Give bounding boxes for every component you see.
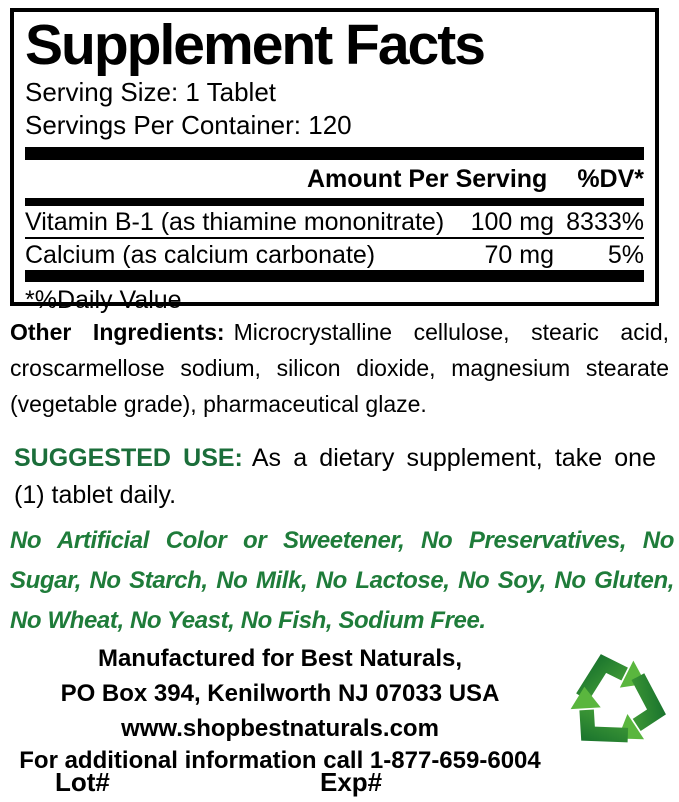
suggested-use-label: SUGGESTED USE: — [14, 444, 243, 472]
phone-line: For additional information call 1-877-659-6004 — [19, 747, 541, 774]
nutrient-row-vitamin-b1 — [25, 206, 644, 237]
other-ingredients-paragraph — [10, 314, 669, 422]
website-line: www.shopbestnaturals.com — [121, 715, 439, 742]
column-header-row — [25, 160, 644, 198]
nutrient-name: Vitamin B-1 (as thiamine mononitrate) — [25, 208, 445, 236]
separator-bar-header — [25, 198, 644, 206]
manufacturer-block — [0, 641, 560, 746]
nutrient-row-calcium — [25, 239, 644, 270]
recycle-icon — [563, 641, 669, 765]
suggested-use-paragraph — [14, 440, 656, 514]
separator-bar-top — [25, 147, 644, 160]
serving-size: Serving Size: 1 Tablet — [25, 77, 276, 107]
suggested-use-text: As a dietary supplement, take one (1) tablet daily. — [14, 444, 656, 509]
nutrient-amount: 100 mg — [470, 208, 554, 236]
panel-title: Supplement Facts — [25, 13, 484, 77]
servings-per-container: Servings Per Container: 120 — [25, 110, 352, 140]
column-amount-per-serving: Amount Per Serving — [306, 165, 548, 193]
manufacturer-line: Manufactured for Best Naturals, — [97, 645, 463, 672]
exp-date-label: Exp# — [320, 767, 383, 797]
separator-bar-bottom — [25, 270, 644, 282]
daily-value-footnote: *%Daily Value — [25, 286, 182, 314]
lot-number-label: Lot# — [55, 767, 110, 797]
other-ingredients-text: Microcrystalline cellulose, stearic acid, croscarmellose sodium, silicon dioxide, magnesium stearate (vegetable grade), pharmaceutical glaze. — [10, 319, 670, 417]
other-ingredients-label: Other Ingredients: — [10, 319, 225, 345]
nutrient-dv: 5% — [607, 241, 644, 269]
supplement-facts-panel — [10, 8, 659, 314]
address-line: PO Box 394, Kenilworth NJ 07033 USA — [60, 680, 500, 707]
nutrient-name: Calcium (as calcium carbonate) — [25, 241, 376, 269]
nutrient-amount: 70 mg — [484, 241, 554, 269]
column-dv: %DV* — [577, 165, 644, 193]
lot-exp-row — [0, 767, 679, 797]
free-of-claims: No Artificial Color or Sweetener, No Preservatives, No Sugar, No Starch, No Milk, No Lactose, No Soy, No Gluten, No Wheat, No Yeast, No Fish, Sodium Free. — [10, 527, 674, 634]
nutrient-dv: 8333% — [566, 208, 644, 236]
